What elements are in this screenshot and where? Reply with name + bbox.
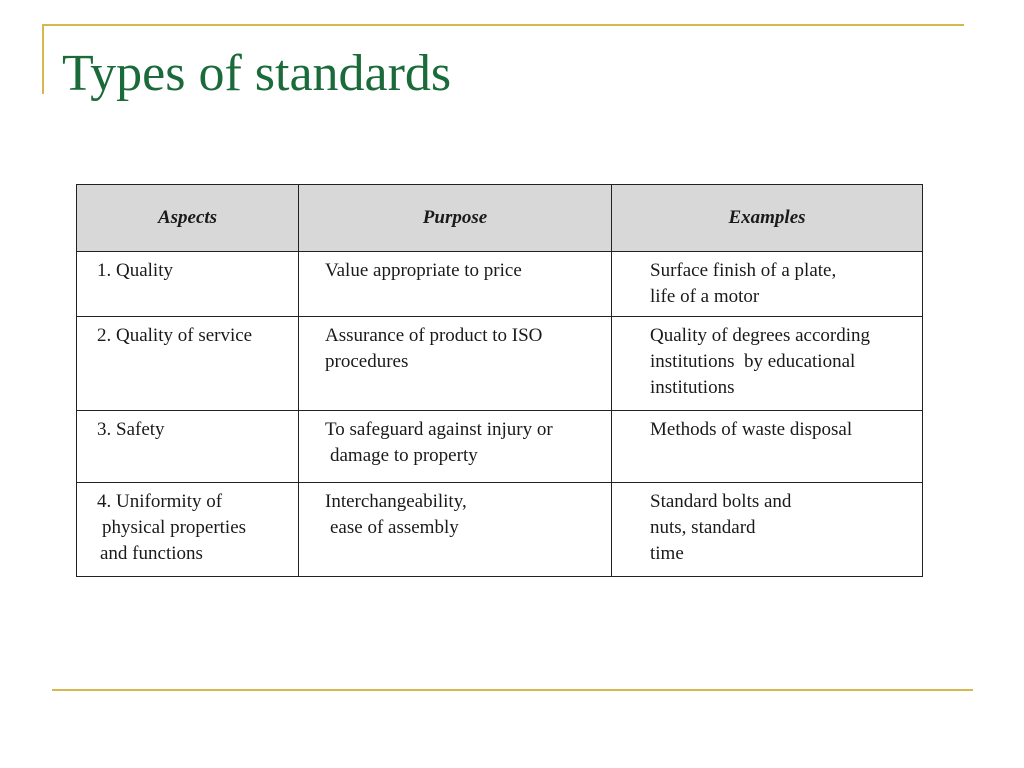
purpose-cell (299, 252, 612, 317)
cell-line: To safeguard against injury or (325, 419, 553, 440)
table-row (77, 483, 923, 577)
purpose-cell (299, 483, 612, 577)
header-purpose: Purpose (299, 185, 612, 252)
cell-line: institutions (650, 377, 735, 398)
cell-line: 4. Uniformity of (97, 491, 223, 512)
bottom-accent-rule (52, 689, 973, 691)
cell-line: and functions (100, 543, 203, 564)
standards-table (76, 184, 923, 577)
examples-cell (612, 317, 923, 411)
cell-line: procedures (325, 351, 409, 372)
cell-line: Surface finish of a plate, (650, 260, 837, 281)
cell-line: Quality of degrees according (650, 325, 870, 346)
cell-line: physical properties (102, 517, 247, 538)
cell-line: Standard bolts and (650, 491, 792, 512)
table-row (77, 411, 923, 483)
purpose-cell (299, 317, 612, 411)
aspect-cell (77, 252, 299, 317)
examples-cell (612, 252, 923, 317)
cell-line: life of a motor (650, 286, 760, 307)
left-accent-rule (42, 24, 44, 94)
table-row (77, 317, 923, 411)
cell-line: Value appropriate to price (325, 260, 522, 281)
table-header-row (77, 185, 923, 252)
cell-line: nuts, standard (650, 517, 756, 538)
cell-line: Interchangeability, (325, 491, 467, 512)
cell-line: damage to property (330, 445, 478, 466)
header-examples: Examples (612, 185, 923, 252)
top-accent-rule (42, 24, 964, 26)
purpose-cell (299, 411, 612, 483)
aspect-cell (77, 411, 299, 483)
cell-line: time (650, 543, 684, 564)
cell-line: Assurance of product to ISO (325, 325, 543, 346)
cell-line: 1. Quality (97, 260, 173, 281)
cell-line: 3. Safety (97, 419, 165, 440)
examples-cell (612, 483, 923, 577)
slide-title: Types of standards (62, 45, 452, 102)
examples-cell (612, 411, 923, 483)
cell-line: 2. Quality of service (97, 325, 253, 346)
cell-line: Methods of waste disposal (650, 419, 853, 440)
aspect-cell (77, 317, 299, 411)
header-aspects: Aspects (77, 185, 299, 252)
cell-line: ease of assembly (330, 517, 459, 538)
cell-line: institutions by educational (650, 351, 856, 372)
table-row (77, 252, 923, 317)
aspect-cell (77, 483, 299, 577)
